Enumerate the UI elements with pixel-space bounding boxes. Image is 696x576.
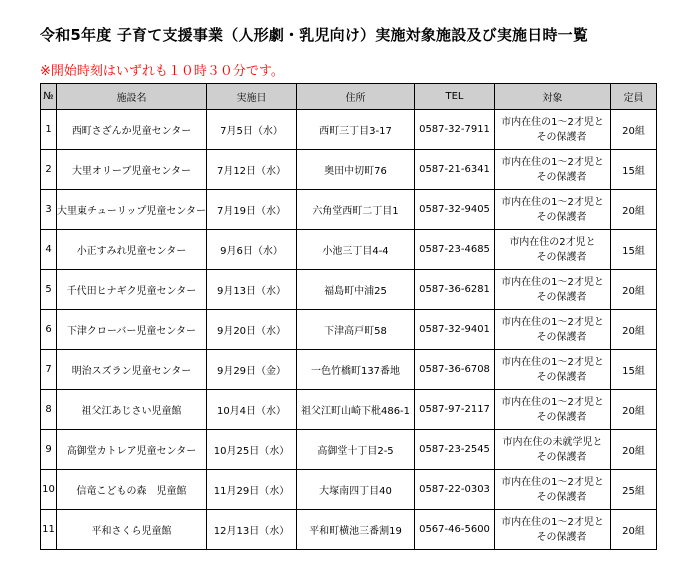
table-row bbox=[41, 390, 657, 430]
capacity: 20組 bbox=[611, 110, 657, 150]
facility-name: 千代田ヒナギク児童センター bbox=[57, 270, 207, 310]
facility-tel: 0587-22-0303 bbox=[415, 470, 495, 510]
table-row bbox=[41, 470, 657, 510]
facility-address: 西町三丁目3-17 bbox=[297, 110, 415, 150]
capacity: 15組 bbox=[611, 150, 657, 190]
facility-name: 高御堂カトレア児童センター bbox=[57, 430, 207, 470]
facility-name: 下津クローバー児童センター bbox=[57, 310, 207, 350]
facility-address: 六角堂西町二丁目1 bbox=[297, 190, 415, 230]
facility-name: 祖父江あじさい児童館 bbox=[57, 390, 207, 430]
table-row bbox=[41, 430, 657, 470]
facility-name: 西町さざんか児童センター bbox=[57, 110, 207, 150]
target-audience bbox=[495, 430, 611, 470]
facility-tel: 0587-36-6708 bbox=[415, 350, 495, 390]
row-number: 9 bbox=[41, 430, 57, 470]
header-no: № bbox=[41, 84, 57, 110]
facility-tel: 0587-97-2117 bbox=[415, 390, 495, 430]
facility-name: 大里東チューリップ児童センター bbox=[57, 190, 207, 230]
row-number: 11 bbox=[41, 510, 57, 550]
facility-tel: 0587-32-7911 bbox=[415, 110, 495, 150]
target-audience bbox=[495, 350, 611, 390]
target-line-2: その保護者 bbox=[536, 451, 587, 463]
table-row bbox=[41, 310, 657, 350]
facility-tel: 0587-32-9401 bbox=[415, 310, 495, 350]
target-line-1: 市内在住の2才児と bbox=[509, 236, 596, 248]
target-line-1: 市内在住の1～2才児と bbox=[501, 276, 604, 288]
table-header-row bbox=[41, 84, 657, 110]
capacity: 15組 bbox=[611, 350, 657, 390]
target-audience bbox=[495, 150, 611, 190]
target-line-1: 市内在住の1～2才児と bbox=[501, 356, 604, 368]
table-row bbox=[41, 190, 657, 230]
target-line-1: 市内在住の1～2才児と bbox=[501, 156, 604, 168]
event-date: 7月19日（水） bbox=[207, 190, 297, 230]
table-row bbox=[41, 270, 657, 310]
target-line-2: その保護者 bbox=[536, 491, 587, 503]
facility-tel: 0587-36-6281 bbox=[415, 270, 495, 310]
facility-name: 平和さくら児童館 bbox=[57, 510, 207, 550]
target-line-2: その保護者 bbox=[536, 531, 587, 543]
target-line-1: 市内在住の1～2才児と bbox=[501, 516, 604, 528]
target-line-1: 市内在住の1～2才児と bbox=[501, 396, 604, 408]
event-date: 9月29日（金） bbox=[207, 350, 297, 390]
row-number: 3 bbox=[41, 190, 57, 230]
header-date: 実施日 bbox=[207, 84, 297, 110]
facility-address: 一色竹橋町137番地 bbox=[297, 350, 415, 390]
target-audience bbox=[495, 110, 611, 150]
facility-address: 奥田中切町76 bbox=[297, 150, 415, 190]
event-date: 12月13日（水） bbox=[207, 510, 297, 550]
target-audience bbox=[495, 230, 611, 270]
capacity: 20組 bbox=[611, 310, 657, 350]
facility-name: 明治スズラン児童センター bbox=[57, 350, 207, 390]
target-line-1: 市内在住の未就学児と bbox=[502, 436, 603, 448]
schedule-table bbox=[40, 83, 657, 550]
capacity: 15組 bbox=[611, 230, 657, 270]
target-line-2: その保護者 bbox=[536, 211, 587, 223]
target-line-2: その保護者 bbox=[536, 291, 587, 303]
table-row bbox=[41, 150, 657, 190]
row-number: 10 bbox=[41, 470, 57, 510]
header-capacity: 定員 bbox=[611, 84, 657, 110]
target-line-1: 市内在住の1～2才児と bbox=[501, 476, 604, 488]
target-line-1: 市内在住の1～2才児と bbox=[501, 196, 604, 208]
event-date: 9月20日（水） bbox=[207, 310, 297, 350]
facility-tel: 0587-32-9405 bbox=[415, 190, 495, 230]
facility-tel: 0587-21-6341 bbox=[415, 150, 495, 190]
facility-name: 信竜こどもの森 児童館 bbox=[57, 470, 207, 510]
facility-address: 大塚南四丁目40 bbox=[297, 470, 415, 510]
capacity: 20組 bbox=[611, 270, 657, 310]
target-audience bbox=[495, 470, 611, 510]
target-line-2: その保護者 bbox=[536, 331, 587, 343]
header-target: 対象 bbox=[495, 84, 611, 110]
table-body bbox=[41, 110, 657, 550]
header-facility: 施設名 bbox=[57, 84, 207, 110]
row-number: 4 bbox=[41, 230, 57, 270]
target-audience bbox=[495, 390, 611, 430]
event-date: 9月6日（水） bbox=[207, 230, 297, 270]
row-number: 1 bbox=[41, 110, 57, 150]
row-number: 5 bbox=[41, 270, 57, 310]
target-audience bbox=[495, 310, 611, 350]
table-row bbox=[41, 110, 657, 150]
event-date: 7月5日（水） bbox=[207, 110, 297, 150]
target-line-2: その保護者 bbox=[536, 171, 587, 183]
table-row bbox=[41, 230, 657, 270]
target-audience bbox=[495, 510, 611, 550]
event-date: 9月13日（水） bbox=[207, 270, 297, 310]
header-address: 住所 bbox=[297, 84, 415, 110]
event-date: 11月29日（水） bbox=[207, 470, 297, 510]
facility-address: 祖父江町山崎下枇486-1 bbox=[297, 390, 415, 430]
facility-tel: 0587-23-4685 bbox=[415, 230, 495, 270]
facility-address: 小池三丁目4-4 bbox=[297, 230, 415, 270]
table-row bbox=[41, 350, 657, 390]
facility-tel: 0567-46-5600 bbox=[415, 510, 495, 550]
target-line-1: 市内在住の1～2才児と bbox=[501, 116, 604, 128]
start-time-notice: ※開始時刻はいずれも１０時３０分です。 bbox=[40, 64, 284, 79]
capacity: 20組 bbox=[611, 390, 657, 430]
target-line-2: その保護者 bbox=[536, 251, 587, 263]
facility-name: 大里オリーブ児童センター bbox=[57, 150, 207, 190]
target-audience bbox=[495, 270, 611, 310]
event-date: 10月25日（水） bbox=[207, 430, 297, 470]
capacity: 25組 bbox=[611, 470, 657, 510]
row-number: 2 bbox=[41, 150, 57, 190]
capacity: 20組 bbox=[611, 510, 657, 550]
facility-address: 下津高戸町58 bbox=[297, 310, 415, 350]
header-tel: TEL bbox=[415, 84, 495, 110]
target-line-1: 市内在住の1～2才児と bbox=[501, 316, 604, 328]
facility-address: 福島町中浦25 bbox=[297, 270, 415, 310]
target-line-2: その保護者 bbox=[536, 131, 587, 143]
target-audience bbox=[495, 190, 611, 230]
target-line-2: その保護者 bbox=[536, 371, 587, 383]
facility-name: 小正すみれ児童センター bbox=[57, 230, 207, 270]
facility-tel: 0587-23-2545 bbox=[415, 430, 495, 470]
row-number: 7 bbox=[41, 350, 57, 390]
capacity: 20組 bbox=[611, 190, 657, 230]
event-date: 10月4日（水） bbox=[207, 390, 297, 430]
document-title: 令和5年度 子育て支援事業（人形劇・乳児向け）実施対象施設及び実施日時一覧 bbox=[40, 26, 589, 44]
event-date: 7月12日（水） bbox=[207, 150, 297, 190]
row-number: 8 bbox=[41, 390, 57, 430]
facility-address: 平和町横池三番割19 bbox=[297, 510, 415, 550]
target-line-2: その保護者 bbox=[536, 411, 587, 423]
facility-address: 高御堂十丁目2-5 bbox=[297, 430, 415, 470]
capacity: 20組 bbox=[611, 430, 657, 470]
row-number: 6 bbox=[41, 310, 57, 350]
table-row bbox=[41, 510, 657, 550]
